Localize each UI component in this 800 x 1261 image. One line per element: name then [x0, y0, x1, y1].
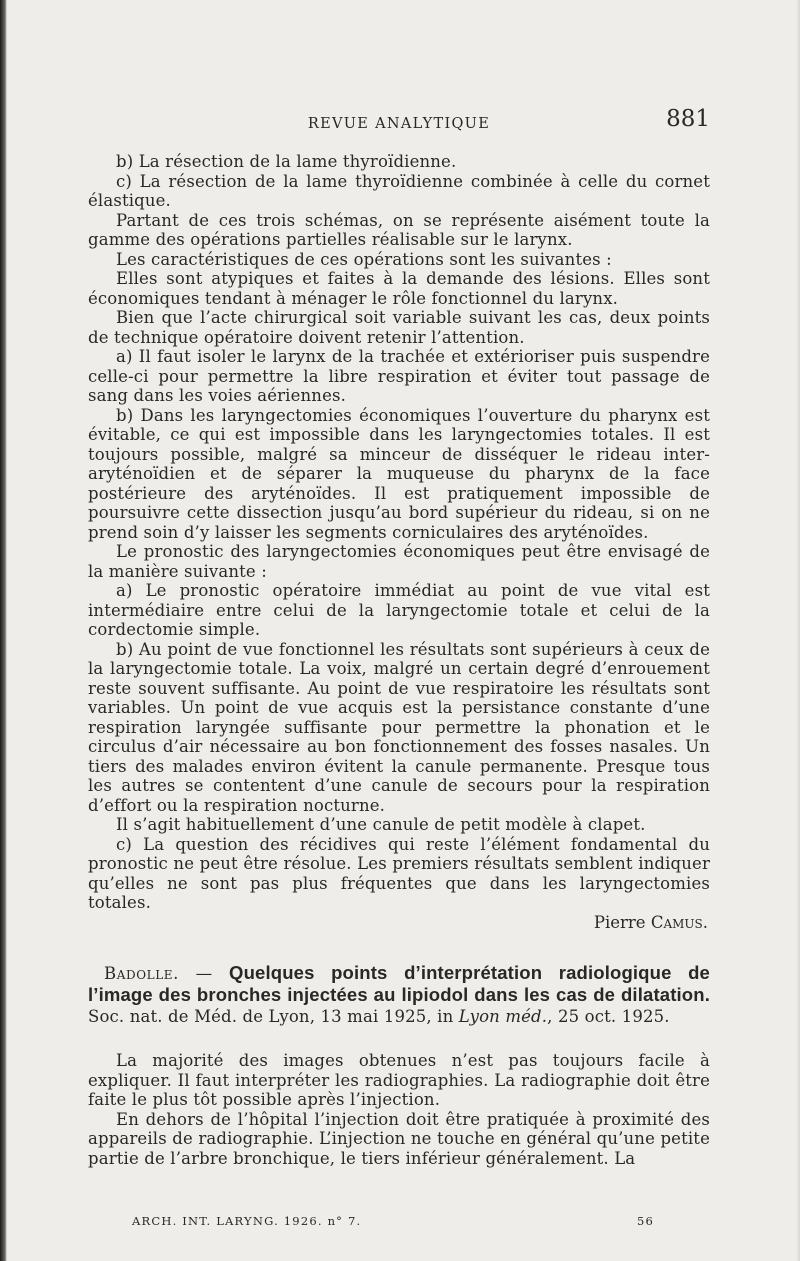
footer-signature-mark: 56 [636, 1214, 654, 1228]
reviewer-signature [88, 913, 710, 933]
journal-name: Lyon méd. [458, 1007, 548, 1026]
paragraph: Le pronostic des laryngectomies économiques peut être envisagé de la manière suivante : [88, 542, 710, 581]
page-header [88, 106, 710, 140]
paragraph: b) La résection de la lame thyroïdienne. [116, 152, 457, 171]
abstract-dash: — [179, 964, 230, 983]
text-column [88, 152, 710, 1168]
paragraph: b) Dans les laryngectomies économiques l’ouverture du pharynx est évitable, ce qui est impossible dans les laryngectomies totales. Il est toujours possible, malgré sa minceur de disséquer le rideau inter-aryténoïdien et de séparer la muqueuse du pharynx de la face postérieure des aryténoïdes. Il est pratiquement impossible de poursuivre cette dissection jusqu’au bord supérieur du rideau, si on ne prend soin d’y laisser les segments corniculaires des aryténoïdes. [88, 405, 710, 542]
footer-journal-ref: ARCH. INT. LARYNG. 1926. n° 7. [132, 1214, 362, 1228]
paragraph: c) La question des récidives qui reste l’élément fondamental du pronostic ne peut être résolue. Les premiers résultats semblent indiquer qu’elles ne sont pas plus fréquentes que dans les laryngectomies totales. [88, 834, 710, 912]
page-number: 881 [666, 106, 710, 132]
paragraph: Elles sont atypiques et faites à la demande des lésions. Elles sont économiques tendant à ménager le rôle fonctionnel du larynx. [88, 269, 710, 308]
article-title: Quelques points d’interprétation radiologique de l’image des bronches injectées au lipiodol dans les cas de dilatation. [88, 962, 710, 1005]
source-suffix: , 25 oct. 1925. [547, 1007, 670, 1026]
paragraph: b) Au point de vue fonctionnel les résultats sont supérieurs à ceux de la laryngectomie totale. La voix, malgré un certain degré d’enrouement reste souvent suffisante. Au point de vue respiratoire les résultats sont variables. Un point de vue acquis est la persistance constante d’une respiration laryngée suffisante pour permettre la phonation et le circulus d’air nécessaire au bon fonctionnement des fosses nasales. Un tiers des malades environ évitent la canule permanente. Presque tous les autres se contentent d’une canule de secours pour la respiration d’effort ou la respiration nocturne. [88, 639, 710, 815]
paragraph: Il s’agit habituellement d’une canule de petit modèle à clapet. [116, 815, 646, 834]
paragraph: Bien que l’acte chirurgical soit variable suivant les cas, deux points de technique opératoire doivent retenir l’attention. [88, 308, 710, 347]
signature-first-name: Pierre [593, 912, 651, 932]
abstract-paragraph: La majorité des images obtenues n’est pas toujours facile à expliquer. Il faut interpréter les radiographies. La radiographie doit être faite le plus tôt possible après l’injection. [88, 1051, 710, 1109]
paragraph: Les caractéristiques de ces opérations sont les suivantes : [116, 249, 612, 269]
paragraph: a) Il faut isoler le larynx de la trachée et extérioriser puis suspendre celle-ci pour permettre la libre respiration et éviter tout passage de sang dans les voies aériennes. [88, 347, 710, 405]
abstract-author: Badolle. [104, 964, 179, 983]
abstract-paragraph: En dehors de l’hôpital l’injection doit être pratiquée à proximité des appareils de radiographie. L’injection ne touche en général qu’une petite partie de l’arbre bronchique, le tiers inférieur généralement. La [88, 1109, 710, 1168]
running-title: REVUE ANALYTIQUE [307, 116, 491, 132]
page-binding-edge [0, 0, 7, 1261]
source-prefix: Soc. nat. de Méd. de Lyon, 13 mai 1925, in [88, 1007, 459, 1026]
signature-last-name: Camus. [650, 912, 708, 932]
page-footer [132, 1214, 654, 1228]
paragraph: a) Le pronostic opératoire immédiat au point de vue vital est intermédiaire entre celui de la laryngectomie totale et celui de la cordectomie simple. [88, 581, 710, 639]
paragraph: Partant de ces trois schémas, on se représente aisément toute la gamme des opérations partielles réalisable sur le larynx. [88, 210, 710, 249]
abstract-heading [88, 962, 710, 1027]
page-right-edge [796, 0, 800, 1261]
paragraph: c) La résection de la lame thyroïdienne combinée à celle du cornet élastique. [88, 171, 710, 210]
